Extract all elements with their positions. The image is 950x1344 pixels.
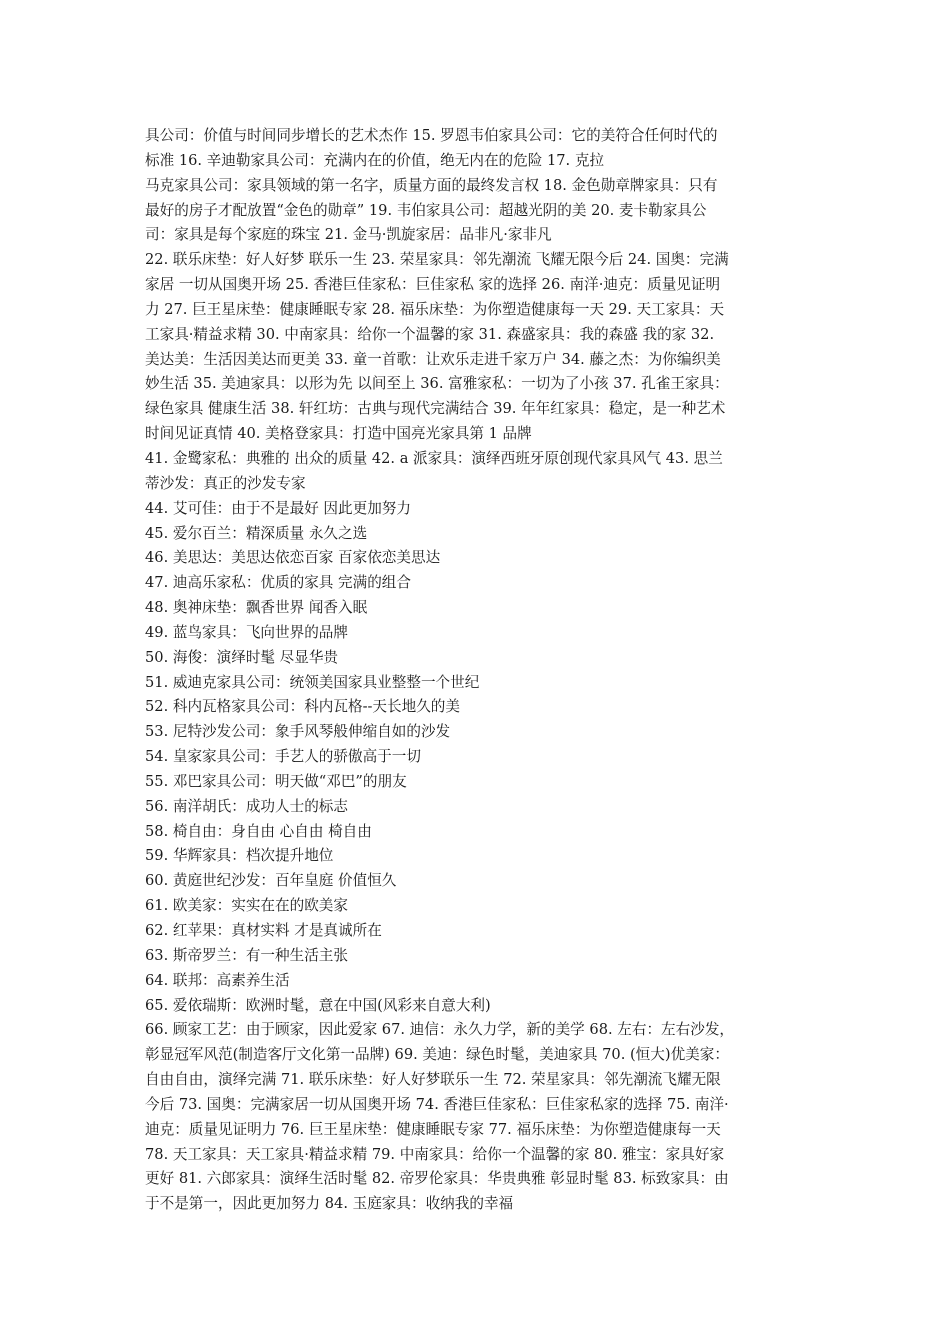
text-line: 更好 81. 六郎家具：演绎生活时髦 82. 帝罗伦家具：华贵典雅 彰显时髦 83. 标致家具：由	[145, 1170, 729, 1188]
text-line: 时间见证真情 40. 美格登家具：打造中国亮光家具第 1 品牌	[145, 425, 532, 443]
text-line: 彰显冠军风范(制造客厅文化第一品牌) 69. 美迪：绿色时髦，美迪家具 70. (恒大)优美家：	[145, 1046, 729, 1064]
text-line: 59. 华辉家具：档次提升地位	[145, 847, 334, 865]
text-line: 56. 南洋胡氏：成功人士的标志	[145, 797, 348, 815]
text-line: 22. 联乐床垫：好人好梦 联乐一生 23. 荣星家具：邻先潮流 飞耀无限今后 24. 国奥：完满	[145, 251, 729, 269]
text-line: 蒂沙发：真正的沙发专家	[145, 474, 306, 492]
text-line: 司：家具是每个家庭的珠宝 21. 金马·凯旋家居：品非凡·家非凡	[145, 226, 552, 244]
text-line: 51. 威迪克家具公司：统领美国家具业整整一个世纪	[145, 673, 480, 691]
text-line: 53. 尼特沙发公司：象手风琴般伸缩自如的沙发	[145, 723, 451, 741]
text-line: 48. 奥神床垫：飘香世界 闻香入眠	[145, 599, 368, 617]
text-line: 美达美：生活因美达而更美 33. 童一首歌：让欢乐走进千家万户 34. 藤之杰：为你编织美	[145, 350, 721, 368]
text-line: 64. 联邦：高素养生活	[145, 971, 290, 989]
text-line: 家居 一切从国奥开场 25. 香港巨佳家私：巨佳家私 家的选择 26. 南洋·迪克：质量见证明	[145, 276, 721, 294]
text-line: 工家具·精益求精 30. 中南家具：给你一个温馨的家 31. 森盛家具：我的森盛 我的家 32.	[145, 325, 715, 343]
text-line: 47. 迪高乐家私：优质的家具 完满的组合	[145, 574, 411, 592]
text-line: 标准 16. 辛迪勒家具公司：充满内在的价值，绝无内在的危险 17. 克拉	[145, 151, 605, 169]
text-line: 今后 73. 国奥：完满家居一切从国奥开场 74. 香港巨佳家私：巨佳家私家的选择 75. 南洋·	[145, 1095, 729, 1113]
text-line: 66. 顾家工艺：由于顾家，因此爱家 67. 迪信：永久力学，新的美学 68. 左右：左右沙发，	[145, 1021, 735, 1039]
text-line: 自由自由，演绎完满 71. 联乐床垫：好人好梦联乐一生 72. 荣星家具：邻先潮流飞耀无限	[145, 1071, 721, 1089]
text-line: 45. 爱尔百兰：精深质量 永久之选	[145, 524, 368, 542]
text-line: 63. 斯帝罗兰：有一种生活主张	[145, 946, 348, 964]
document-body	[145, 124, 813, 1217]
text-line: 绿色家具 健康生活 38. 轩红坊：古典与现代完满结合 39. 年年红家具：稳定，是一种艺术	[145, 400, 726, 418]
text-line: 60. 黄庭世纪沙发：百年皇庭 价值恒久	[145, 872, 397, 890]
text-line: 78. 天工家具：天工家具·精益求精 79. 中南家具：给你一个温馨的家 80. 雅宝：家具好家	[145, 1145, 725, 1163]
text-line: 46. 美思达：美思达依恋百家 百家依恋美思达	[145, 549, 441, 567]
text-line: 54. 皇家家具公司：手艺人的骄傲高于一切	[145, 748, 421, 766]
text-line: 迪克：质量见证明力 76. 巨王星床垫：健康睡眠专家 77. 福乐床垫：为你塑造健康每一天	[145, 1120, 721, 1138]
text-line: 41. 金鹭家私：典雅的 出众的质量 42. a 派家具：演绎西班牙原创现代家具风气 43. 思兰	[145, 449, 723, 467]
text-line: 65. 爱依瑞斯：欧洲时髦，意在中国(风彩来自意大利)	[145, 996, 491, 1014]
text-line: 50. 海俊：演绎时髦 尽显华贵	[145, 648, 339, 666]
text-line: 于不是第一，因此更加努力 84. 玉庭家具：收纳我的幸福	[145, 1195, 514, 1213]
text-line: 马克家具公司：家具领域的第一名字，质量方面的最终发言权 18. 金色勋章牌家具：只有	[145, 176, 718, 194]
text-line: 61. 欧美家：实实在在的欧美家	[145, 897, 348, 915]
text-line: 力 27. 巨王星床垫：健康睡眠专家 28. 福乐床垫：为你塑造健康每一天 29. 天工家具：天	[145, 300, 725, 318]
text-line: 52. 科内瓦格家具公司：科内瓦格--天长地久的美	[145, 698, 460, 716]
text-line: 妙生活 35. 美迪家具：以形为先 以间至上 36. 富雅家私：一切为了小孩 37. 孔雀王家具：	[145, 375, 729, 393]
text-line: 58. 椅自由：身自由 心自由 椅自由	[145, 822, 372, 840]
text-line: 62. 红苹果：真材实料 才是真诚所在	[145, 922, 382, 939]
text-line: 49. 蓝鸟家具：飞向世界的品牌	[145, 623, 348, 641]
text-line: 44. 艾可佳：由于不是最好 因此更加努力	[145, 499, 411, 517]
text-line: 55. 邓巴家具公司：明天做“邓巴”的朋友	[145, 772, 407, 790]
text-line: 最好的房子才配放置“金色的勋章” 19. 韦伯家具公司：超越光阴的美 20. 麦卡勒家具公	[145, 201, 707, 219]
text-line: 具公司：价值与时间同步增长的艺术杰作 15. 罗恩韦伯家具公司：它的美符合任何时代的	[145, 127, 718, 144]
